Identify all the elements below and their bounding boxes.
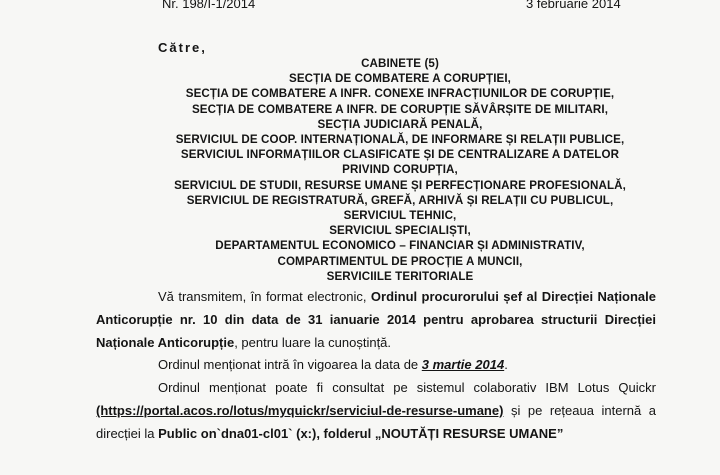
recipient-line: SERVICIUL DE COOP. INTERNAȚIONALĂ, DE INFORMARE ȘI RELAȚII PUBLICE, <box>175 133 625 147</box>
recipient-line: COMPARTIMENTUL DE PROCȚIE A MUNCII, <box>277 254 523 268</box>
paragraph-text: Ordinul menționat intră în vigoarea la data de <box>158 357 422 373</box>
salutation: Către, <box>158 40 207 55</box>
recipient-line: SERVICIUL TEHNIC, <box>343 209 457 223</box>
recipient-line: SERVICIILE TERITORIALE <box>326 269 474 283</box>
effective-date: 3 martie 2014 <box>421 357 505 373</box>
recipient-line: SECȚIA JUDICIARĂ PENALĂ, <box>317 117 483 131</box>
paragraph-transmit <box>96 286 656 354</box>
recipient-line: SERVICIUL DE REGISTRATURĂ, GREFĂ, ARHIVĂ ȘI RELAȚII CU PUBLICUL, <box>186 193 614 207</box>
paragraph-text: și pe rețeaua internă a direcției la <box>96 402 656 441</box>
recipient-line: SERVICIUL SPECIALIȘTI, <box>329 224 471 238</box>
paragraph-effective-date <box>96 354 656 377</box>
letter-body <box>96 286 656 446</box>
recipient-list <box>120 56 680 284</box>
recipient-line: SECȚIA DE COMBATERE A INFR. DE CORUPȚIE SĂVÂRȘITE DE MILITARI, <box>191 102 609 116</box>
document-date: 3 februarie 2014 <box>526 0 621 11</box>
order-title: Ordinul procurorului șef al Direcției Naționale Anticorupție nr. 10 din data de 31 ianuarie 2014 pentru aprobarea structurii Direcției Naționale Anticorupție <box>96 289 657 350</box>
recipient-line: DEPARTAMENTUL ECONOMICO – FINANCIAR ȘI ADMINISTRATIV, <box>215 239 585 253</box>
recipient-line: PRIVIND CORUPȚIA, <box>342 163 458 177</box>
recipient-line: SERVICIUL INFORMAȚIILOR CLASIFICATE ȘI DE CENTRALIZARE A DATELOR <box>180 148 620 162</box>
network-folder-path: Public on`dna01-cl01` (x:), folderul „NOUTĂȚI RESURSE UMANE” <box>158 425 564 441</box>
recipient-line: SECȚIA DE COMBATERE A INFR. CONEXE INFRACȚIUNILOR DE CORUPȚIE, <box>185 87 615 101</box>
paragraph-text: . <box>504 357 508 373</box>
paragraph-text: , pentru luare la cunoștință. <box>234 334 392 350</box>
portal-link[interactable]: (https://portal.acos.ro/lotus/myquickr/serviciul-de-resurse-umane) <box>96 402 504 418</box>
paragraph-text: Vă transmitem, în format electronic, <box>158 289 371 304</box>
document-number: Nr. 198/I-1/2014 <box>162 0 256 11</box>
paragraph-text: Ordinul menționat poate fi consultat pe sistemul colaborativ IBM Lotus Quickr <box>158 380 656 396</box>
recipient-line: SECȚIA DE COMBATERE A CORUPȚIEI, <box>289 72 511 86</box>
recipient-line: SERVICIUL DE STUDII, RESURSE UMANE ȘI PERFECȚIONARE PROFESIONALĂ, <box>174 178 626 192</box>
paragraph-consult <box>96 377 656 445</box>
recipient-line: CABINETE (5) <box>361 57 439 70</box>
